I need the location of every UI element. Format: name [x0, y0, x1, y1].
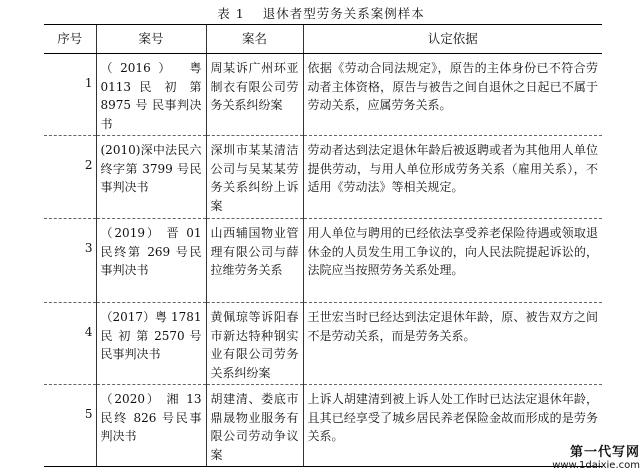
caption-title: 退休者型劳务关系案例样本: [262, 6, 425, 21]
row-case-name: 山西辅国物业管理有限公司与薛拉维劳务关系: [206, 219, 303, 303]
row-case-no: （2020） 湘 13 民终 826 号民事判决书: [96, 385, 206, 467]
table-header-row: [44, 25, 602, 54]
header-case-name: 案名: [206, 25, 303, 54]
row-case-name: 深圳市某某清洁公司与吴某某劳务关系纠纷上诉案: [206, 136, 303, 219]
row-case-no: （2019） 晋 01 民终第 269 号民事判决书: [96, 219, 206, 303]
row-basis: 依据《劳动合同法规定》，原告的主体身份已不符合劳动者主体资格，原告与被告之间自退休之日起已不属于劳动关系，应属劳务关系。: [303, 54, 602, 136]
header-case-no: 案号: [96, 25, 206, 54]
header-index: 序号: [44, 25, 96, 54]
row-case-no: (2010)深中法民六终字第 3799 号民事判决书: [96, 136, 206, 219]
row-index: 2: [44, 136, 96, 219]
row-case-name: 周某诉广州环亚制衣有限公司劳务关系纠纷案: [206, 54, 303, 136]
table-row: [44, 303, 602, 385]
caption-number: 表 1: [217, 6, 245, 21]
row-basis: 用人单位与聘用的已经依法享受养老保险待遇或领取退休金的人员发生用工争议的，向人民法院提起诉讼的，法院应当按照劳务关系处理。: [303, 219, 602, 303]
row-index: 3: [44, 219, 96, 303]
row-case-name: 胡建清、娄底市鼎晟物业服务有限公司劳动争议案: [206, 385, 303, 467]
watermark-name: 第一代写网: [569, 445, 640, 460]
row-basis: 王世宏当时已经达到法定退休年龄，原、被告双方之间不是劳动关系，而是劳务关系。: [303, 303, 602, 385]
row-index: 1: [44, 54, 96, 136]
row-index: 5: [44, 385, 96, 467]
watermark-url: www.1daixie.com: [552, 460, 640, 471]
row-case-no: （2017）粤 1781 民 初 第 2570 号 民事判决书: [96, 303, 206, 385]
table-caption: [0, 4, 642, 22]
row-index: 4: [44, 303, 96, 385]
table-row: [44, 136, 602, 219]
row-case-no: （2016） 粤 0113 民 初 第 8975 号 民事判决书: [96, 54, 206, 136]
header-basis: 认定依据: [303, 25, 602, 54]
row-basis: 上诉人胡建清到被上诉人处工作时已达法定退休年龄，且其已经享受了城乡居民养老保险金故而形成的是劳务关系。: [303, 385, 602, 467]
row-basis: 劳动者达到法定退休年龄后被返聘或者为其他用人单位提供劳动，与用人单位形成劳务关系（雇用关系），不适用《劳动法》等相关规定。: [303, 136, 602, 219]
table-row: [44, 385, 602, 467]
row-case-name: 黄佩琼等诉阳春市新达特种钢实业有限公司劳务关系纠纷案: [206, 303, 303, 385]
site-watermark: [552, 441, 640, 471]
case-sample-table: [44, 24, 602, 467]
table-row: [44, 54, 602, 136]
table-row: [44, 219, 602, 303]
